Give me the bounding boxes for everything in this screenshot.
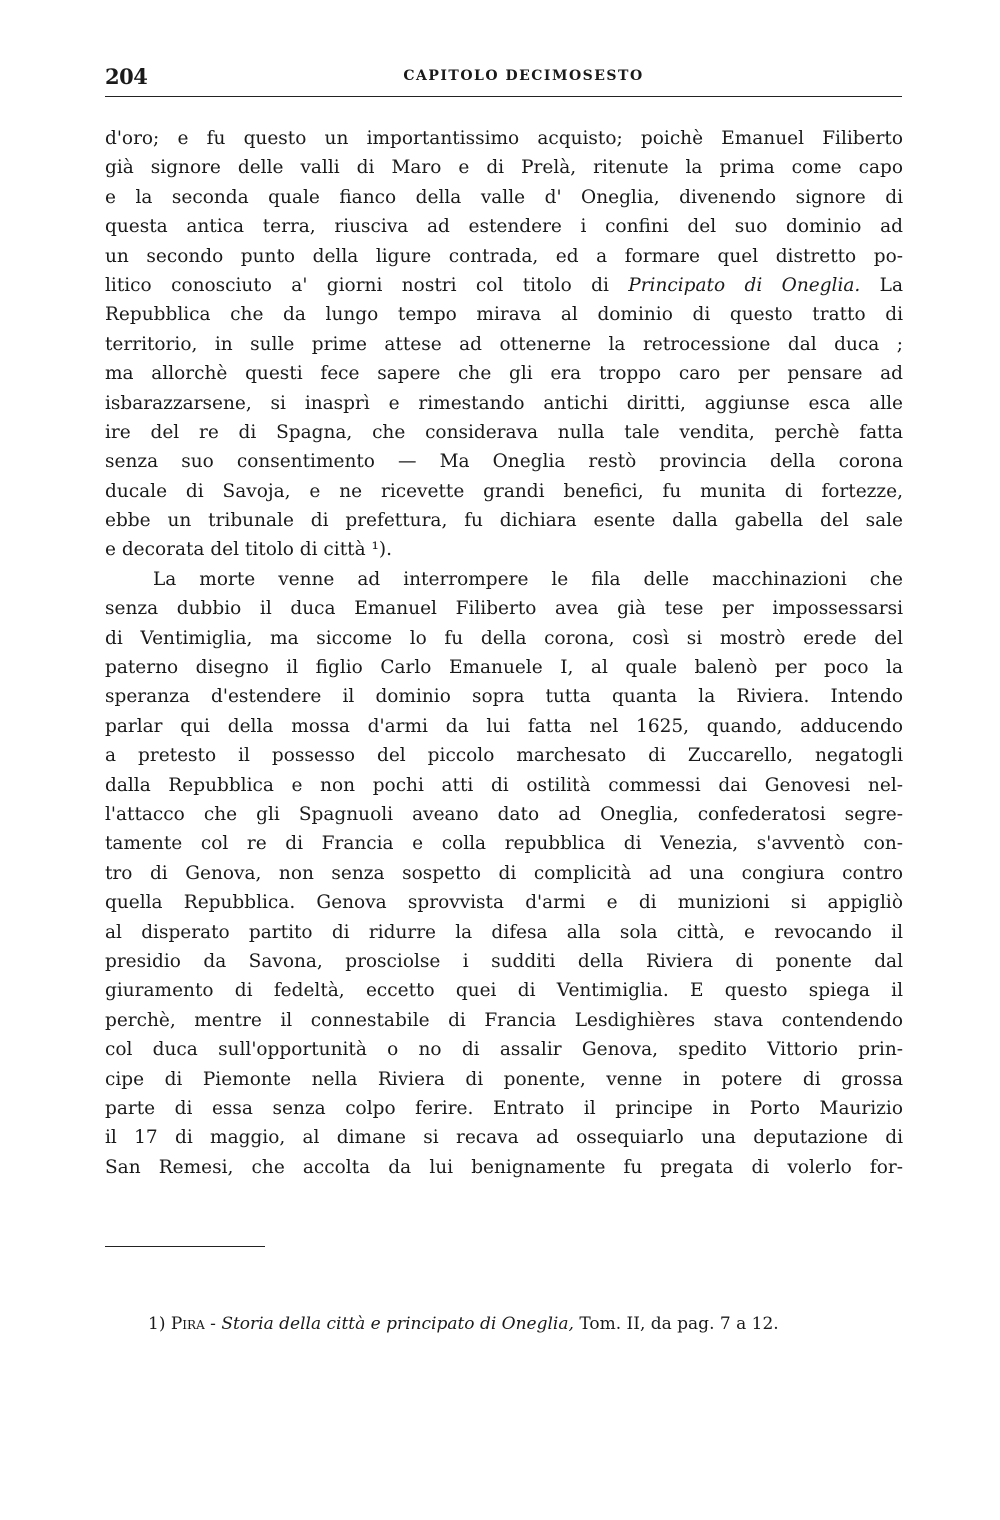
text-line: senza dubbio il duca Emanuel Filiberto avea già tese per impossessarsi bbox=[105, 598, 903, 620]
footnote bbox=[148, 1312, 903, 1336]
text-line: e la seconda quale fianco della valle d' Oneglia, divenendo signore di bbox=[105, 186, 903, 208]
footnote-reference: Tom. II, da pag. 7 a 12. bbox=[573, 1314, 779, 1334]
text-line: a pretesto il possesso del piccolo marchesato di Zuccarello, negatogli bbox=[105, 745, 903, 767]
text-line: perchè, mentre il connestabile di Francia Lesdighières stava contendendo bbox=[105, 1009, 903, 1031]
text-line: quella Repubblica. Genova sprovvista d'armi e di munizioni si appigliò bbox=[105, 892, 903, 914]
text-segment: La bbox=[860, 274, 903, 296]
running-title: CAPITOLO DECIMOSESTO bbox=[403, 68, 644, 84]
text-line: San Remesi, che accolta da lui benignamente fu pregata di volerlo for- bbox=[105, 1156, 903, 1178]
text-line: tro di Genova, non senza sospetto di complicità ad una congiura contro bbox=[105, 862, 903, 884]
footnote-title: Storia della città e principato di Oneglia, bbox=[221, 1314, 574, 1334]
text-line: tamente col re di Francia e colla repubblica di Venezia, s'avventò con- bbox=[105, 833, 903, 855]
text-line: cipe di Piemonte nella Riviera di ponente, venne in potere di grossa bbox=[105, 1068, 903, 1090]
text-line: paterno disegno il figlio Carlo Emanuele I, al quale balenò per poco la bbox=[105, 657, 903, 679]
text-line: ebbe un tribunale di prefettura, fu dichiara esente dalla gabella del sale bbox=[105, 510, 903, 532]
text-line: speranza d'estendere il dominio sopra tutta quanta la Riviera. Intendo bbox=[105, 686, 903, 708]
text-line: territorio, in sulle prime attese ad ottenerne la retrocessione dal duca ; bbox=[105, 333, 903, 355]
text-line: ma allorchè questi fece sapere che gli era troppo caro per pensare ad bbox=[105, 363, 903, 385]
text-line: presidio da Savona, prosciolse i sudditi della Riviera di ponente dal bbox=[105, 950, 903, 972]
footnote-separator: - bbox=[204, 1314, 222, 1334]
footnote-rule bbox=[105, 1246, 265, 1247]
text-line: parte di essa senza colpo ferire. Entrato il principe in Porto Maurizio bbox=[105, 1097, 903, 1119]
text-line: dalla Repubblica e non pochi atti di ostilità commessi dai Genovesi nel- bbox=[105, 774, 903, 796]
text-line: al disperato partito di ridurre la difesa alla sola città, e revocando il bbox=[105, 921, 903, 943]
italic-title: Principato di Oneglia. bbox=[628, 274, 861, 296]
page-header bbox=[105, 62, 902, 97]
footnote-author: Pira bbox=[170, 1314, 205, 1334]
text-line: di Ventimiglia, ma siccome lo fu della corona, così si mostrò erede del bbox=[105, 627, 903, 649]
text-line: e decorata del titolo di città ¹). bbox=[105, 539, 392, 561]
text-segment: litico conosciuto a' giorni nostri col titolo di bbox=[105, 274, 629, 296]
text-line: ire del re di Spagna, che considerava nulla tale vendita, perchè fatta bbox=[105, 421, 903, 443]
footnote-marker: 1) bbox=[148, 1314, 171, 1334]
text-line: Repubblica che da lungo tempo mirava al dominio di questo tratto di bbox=[105, 304, 903, 326]
text-line: un secondo punto della ligure contrada, ed a formare quel distretto po- bbox=[105, 245, 903, 267]
text-line: d'oro; e fu questo un importantissimo acquisto; poichè Emanuel Filiberto bbox=[105, 128, 903, 149]
text-line: il 17 di maggio, al dimane si recava ad ossequiarlo una deputazione di bbox=[105, 1127, 903, 1149]
text-line: ducale di Savoja, e ne ricevette grandi benefici, fu munita di fortezze, bbox=[105, 480, 903, 502]
page-number: 204 bbox=[105, 64, 148, 89]
text-line: l'attacco che gli Spagnuoli aveano dato ad Oneglia, confederatosi segre- bbox=[105, 803, 903, 825]
body-text bbox=[105, 124, 903, 1182]
text-line: giuramento di fedeltà, eccetto quei di Ventimiglia. E questo spiega il bbox=[105, 980, 903, 1002]
text-line: senza suo consentimento — Ma Oneglia restò provincia della corona bbox=[105, 451, 903, 473]
text-line bbox=[105, 271, 903, 300]
text-line: parlar qui della mossa d'armi da lui fatta nel 1625, quando, adducendo bbox=[105, 715, 903, 737]
text-line: questa antica terra, riusciva ad estendere i confini del suo dominio ad bbox=[105, 216, 903, 238]
text-line: già signore delle valli di Maro e di Prelà, ritenute la prima come capo bbox=[105, 157, 903, 179]
text-line: col duca sull'opportunità o no di assalir Genova, spedito Vittorio prin- bbox=[105, 1039, 903, 1061]
text-line: La morte venne ad interrompere le fila delle macchinazioni che bbox=[153, 568, 903, 590]
text-line: isbarazzarsene, si inasprì e rimestando antichi diritti, aggiunse esca alle bbox=[105, 392, 903, 414]
